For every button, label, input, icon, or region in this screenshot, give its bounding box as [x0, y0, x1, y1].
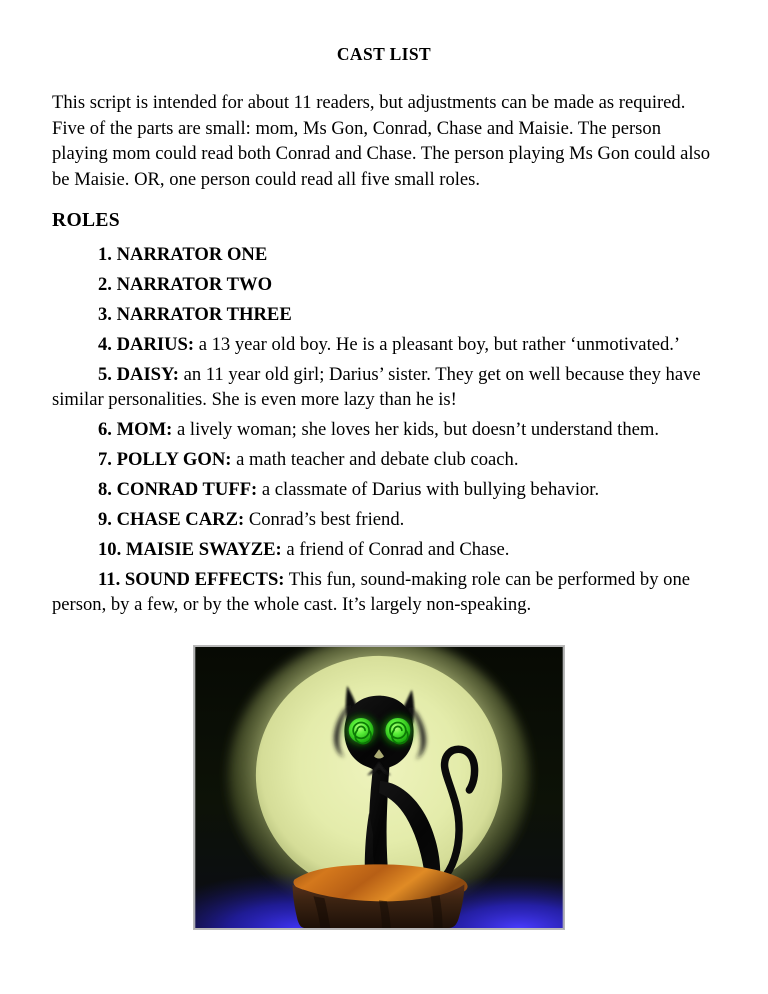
roles-heading: ROLES [52, 210, 120, 231]
role-label: 6. MOM: [98, 419, 173, 441]
role-description: This fun, sound-making role can be performed by one person, by a few, or by the whole cast. It’s largely non-speaking. [52, 568, 690, 616]
role-item [52, 447, 719, 473]
role-item [52, 362, 719, 413]
role-label: 5. DAISY: [98, 363, 179, 385]
role-item [52, 567, 719, 618]
role-label: 9. CHASE CARZ: [98, 508, 245, 530]
role-description: a lively woman; she loves her kids, but doesn’t understand them. [172, 419, 659, 441]
role-item [52, 302, 719, 328]
role-label: 3. NARRATOR THREE [98, 303, 292, 325]
role-item [52, 507, 719, 533]
role-label: 1. NARRATOR ONE [98, 244, 268, 265]
role-label: 11. SOUND EFFECTS: [98, 568, 285, 590]
role-item [52, 417, 719, 443]
role-item [52, 477, 719, 503]
illustration-figure [193, 645, 565, 930]
role-description: a friend of Conrad and Chase. [281, 538, 510, 560]
role-label: 10. MAISIE SWAYZE: [98, 538, 282, 560]
role-item [52, 332, 719, 358]
role-item [52, 272, 719, 298]
role-description: an 11 year old girl; Darius’ sister. They get on well because they have similar personalities. She is even more lazy than he is! [52, 363, 701, 411]
role-description: a math teacher and debate club coach. [231, 448, 519, 470]
intro-paragraph: This script is intended for about 11 readers, but adjustments can be made as required. Five of the parts are small: mom, Ms Gon, Conrad, Chase and Maisie. The person playing mom could read both Conrad and Chase. The person playing Ms Gon could also be Maisie. OR, one person could read all five small roles. [52, 92, 711, 190]
role-description: a 13 year old boy. He is a pleasant boy, but rather ‘unmotivated.’ [194, 333, 681, 355]
role-description: Conrad’s best friend. [244, 508, 405, 530]
roles-list [52, 242, 719, 622]
role-label: 4. DARIUS: [98, 333, 195, 355]
role-item [52, 242, 719, 268]
role-item [52, 537, 719, 563]
tree-stump [293, 864, 468, 928]
role-label: 8. CONRAD TUFF: [98, 478, 258, 500]
role-description: a classmate of Darius with bullying behavior. [257, 478, 600, 500]
page-title: CAST LIST [336, 44, 432, 64]
role-label: 7. POLLY GON: [98, 448, 232, 470]
black-cat-illustration [193, 645, 565, 930]
role-label: 2. NARRATOR TWO [98, 273, 273, 295]
